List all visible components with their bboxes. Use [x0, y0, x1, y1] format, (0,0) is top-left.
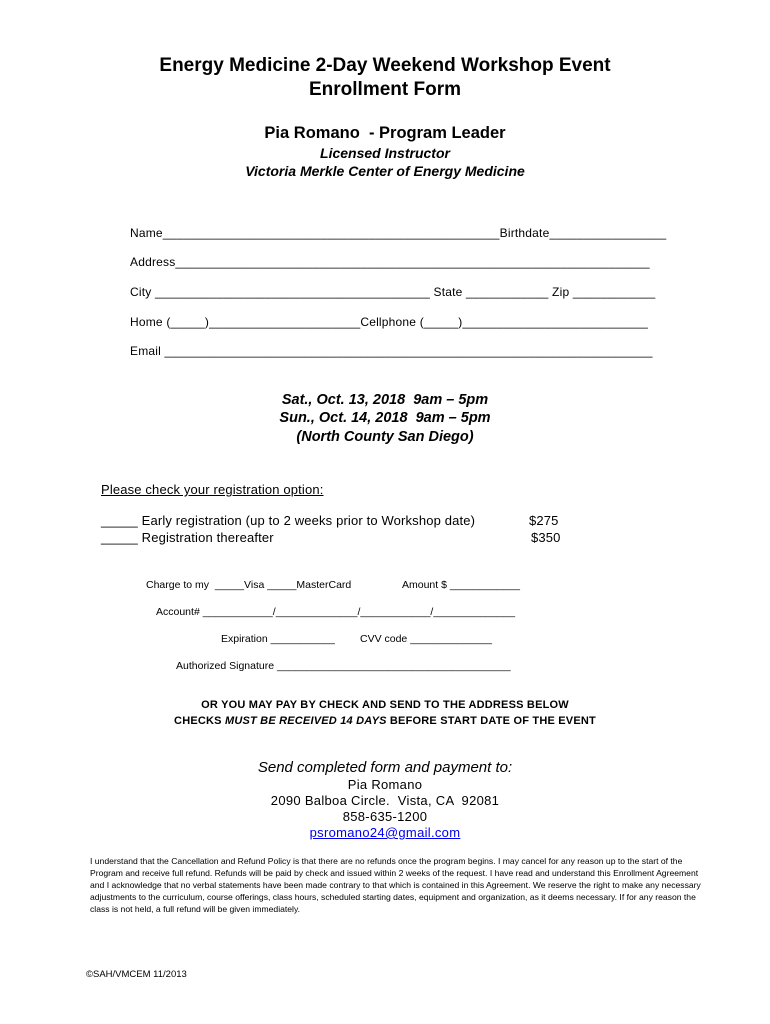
city-state-zip-field[interactable]: City ________________________________________ State ____________ Zip ____________ — [130, 285, 656, 299]
signature-field[interactable]: Authorized Signature ________________________________________ — [176, 660, 511, 672]
expiration-field[interactable]: Expiration ___________ — [221, 633, 335, 645]
phone-field[interactable]: Home (_____)______________________Cellphone (_____)___________________________ — [130, 315, 649, 329]
copyright-footer: ©SAH/VMCEM 11/2013 — [86, 969, 187, 980]
account-number-field[interactable]: Account# ____________/______________/____________/______________ — [156, 606, 516, 618]
recipient-email-row — [0, 825, 770, 840]
instructor-role: Licensed Instructor — [320, 145, 450, 161]
recipient-email-link[interactable]: psromano24@gmail.com — [309, 825, 461, 840]
email-field[interactable]: Email _______________________________________________________________________ — [130, 344, 653, 358]
recipient-address: 2090 Balboa Circle. Vista, CA 92081 — [270, 793, 500, 808]
program-leader: Pia Romano - Program Leader — [264, 124, 506, 142]
card-type-field[interactable]: Charge to my _____Visa _____MasterCard — [146, 579, 352, 591]
recipient-phone: 858-635-1200 — [342, 809, 428, 824]
event-location: (North County San Diego) — [296, 429, 474, 445]
early-registration-price: $275 — [529, 513, 559, 528]
refund-policy-text: I understand that the Cancellation and Refund Policy is that there are no refunds once the program begins. I may cancel for any reason up to the start of the Program and receive full refund. Refunds will be paid by check and issued within 2 weeks of the request. I have read and understand this Enrollment Agreement and I acknowledge that no verbal statements have been made contrary to that which is contained in this Agreement. We reserve the right to make any necessary adjustments to the curriculum, course offerings, class hours, scheduled starting dates, equipment and organization, as it deems necessary. If for any reason the class is not held, a full refund will be given immediately. — [90, 856, 701, 915]
standard-registration-price: $350 — [531, 530, 561, 545]
registration-heading: Please check your registration option: — [101, 482, 324, 497]
center-name: Victoria Merkle Center of Energy Medicine — [245, 163, 525, 179]
amount-field[interactable]: Amount $ ____________ — [402, 579, 520, 591]
check-deadline-notice: CHECKS MUST BE RECEIVED 14 DAYS BEFORE START DATE OF THE EVENT — [174, 715, 596, 727]
early-registration-option[interactable]: _____ Early registration (up to 2 weeks prior to Workshop date) — [101, 513, 476, 528]
form-title-line1: Energy Medicine 2-Day Weekend Workshop Event — [159, 55, 611, 76]
check-payment-notice: OR YOU MAY PAY BY CHECK AND SEND TO THE ADDRESS BELOW — [201, 699, 569, 711]
standard-registration-option[interactable]: _____ Registration thereafter — [101, 530, 274, 545]
form-title-line2: Enrollment Form — [308, 79, 461, 100]
send-to-heading: Send completed form and payment to: — [257, 759, 513, 776]
event-date-saturday: Sat., Oct. 13, 2018 9am – 5pm — [281, 392, 489, 408]
address-field[interactable]: Address_____________________________________________________________________ — [130, 255, 650, 269]
recipient-name: Pia Romano — [347, 777, 423, 792]
event-date-sunday: Sun., Oct. 14, 2018 9am – 5pm — [279, 410, 491, 426]
name-birthdate-field[interactable]: Name_________________________________________________Birthdate_________________ — [130, 226, 667, 240]
cvv-field[interactable]: CVV code ______________ — [360, 633, 492, 645]
